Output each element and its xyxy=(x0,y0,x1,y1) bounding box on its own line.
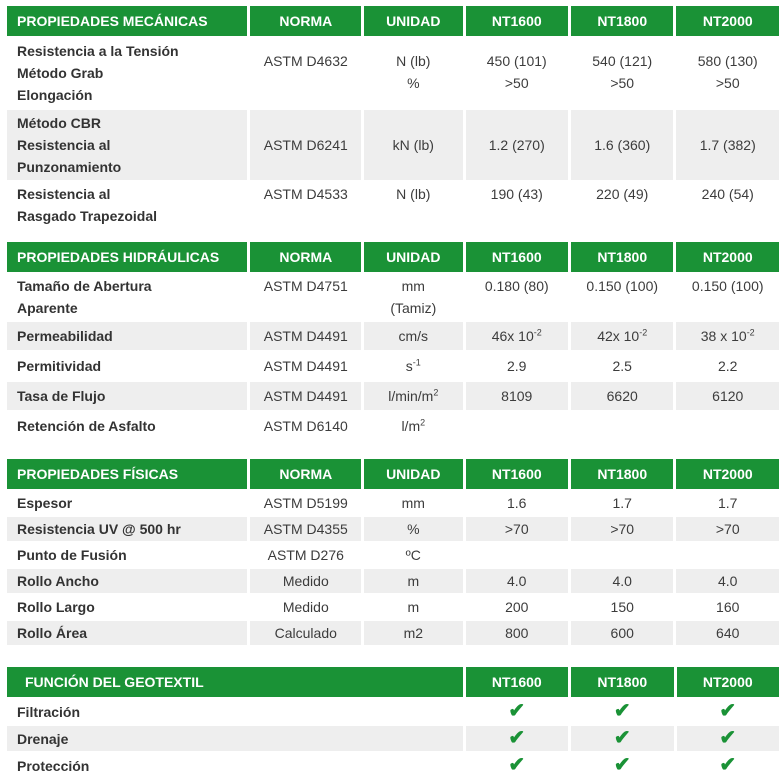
header-cell: UNIDAD xyxy=(364,6,462,36)
table-row xyxy=(7,382,779,410)
header-cell: NT1600 xyxy=(466,667,568,697)
property-name: Tasa de Flujo xyxy=(7,382,247,410)
value-cell: 2.9 xyxy=(507,358,527,374)
header-cell: NT2000 xyxy=(676,242,779,272)
check-cell xyxy=(571,699,673,724)
unidad-cell: cm/s xyxy=(364,322,462,350)
unidad-cell: mm xyxy=(401,495,425,511)
header-cell: NT2000 xyxy=(677,667,780,697)
unidad-cell: m xyxy=(407,599,420,615)
norma-cell: ASTM D4533 xyxy=(263,186,348,202)
value: 580 (130) xyxy=(697,53,758,69)
table-header xyxy=(7,459,779,489)
value-cell: 160 xyxy=(716,599,740,615)
header-cell: NT1800 xyxy=(571,6,673,36)
check-icon: ✔ xyxy=(613,727,631,749)
value-cell: >70 xyxy=(466,517,568,541)
property-name: Filtración xyxy=(17,703,81,720)
value-cell: 190 (43) xyxy=(490,186,543,202)
header-cell: NT1800 xyxy=(571,667,673,697)
unidad-value: (Tamiz) xyxy=(390,300,437,316)
property-line: Método CBR xyxy=(17,115,101,131)
header-cell: PROPIEDADES FÍSICAS xyxy=(7,459,247,489)
value-cell xyxy=(571,412,673,440)
value-cell: >70 xyxy=(571,517,673,541)
check-cell xyxy=(466,753,568,778)
function-table xyxy=(4,665,782,780)
value: >50 xyxy=(504,75,529,91)
header-cell: PROPIEDADES MECÁNICAS xyxy=(7,6,247,36)
check-icon: ✔ xyxy=(508,754,526,776)
exponent: -2 xyxy=(746,327,755,338)
property-name: Punto de Fusión xyxy=(17,547,127,563)
value-cell: 0.180 (80) xyxy=(484,278,549,294)
exponent: 2 xyxy=(433,387,439,398)
unidad-value: l/min/m xyxy=(388,388,434,404)
value-cell: 1.7 xyxy=(612,495,632,511)
unidad-cell: % xyxy=(364,517,462,541)
check-cell xyxy=(466,726,568,751)
value-cell: 2.2 xyxy=(718,358,738,374)
norma-cell: ASTM D6241 xyxy=(250,110,361,180)
table-row xyxy=(7,38,779,108)
header-cell: NORMA xyxy=(250,6,361,36)
norma-cell xyxy=(250,38,361,108)
check-icon: ✔ xyxy=(508,727,526,749)
norma-cell: ASTM D4491 xyxy=(250,322,361,350)
table-row xyxy=(7,753,779,778)
unidad-value: l/m xyxy=(401,418,421,434)
table-header xyxy=(7,667,779,697)
check-icon: ✔ xyxy=(508,700,526,722)
value: 540 (121) xyxy=(592,53,653,69)
physical-properties-table xyxy=(4,457,782,647)
header-cell: NT1600 xyxy=(466,242,568,272)
property-name xyxy=(7,274,247,320)
table-row xyxy=(7,491,779,515)
value-cell: 1.6 xyxy=(507,495,527,511)
value: 38 x 10 xyxy=(700,328,747,344)
hydraulic-properties-table xyxy=(4,240,782,442)
property-name: Resistencia UV @ 500 hr xyxy=(7,517,247,541)
table-row xyxy=(7,182,779,228)
value-cell: 6620 xyxy=(571,382,673,410)
property-name: Rollo Largo xyxy=(17,599,95,615)
property-line: Aparente xyxy=(17,300,78,316)
table-row xyxy=(7,569,779,593)
property-line: Elongación xyxy=(17,87,93,103)
property-line: Rasgado Trapezoidal xyxy=(17,208,158,224)
norma-cell: ASTM D4751 xyxy=(263,278,348,294)
value-cell: >70 xyxy=(676,517,779,541)
value: >50 xyxy=(610,75,635,91)
norma-value: ASTM D4632 xyxy=(263,53,348,69)
value-cell: 640 xyxy=(676,621,779,645)
value-cell: 4.0 xyxy=(571,569,673,593)
header-cell: NT2000 xyxy=(676,6,779,36)
norma-cell: Calculado xyxy=(250,621,361,645)
unidad-cell xyxy=(364,274,462,320)
exponent: -1 xyxy=(412,357,421,368)
property-name: Protección xyxy=(17,757,90,774)
check-cell xyxy=(466,699,568,724)
value-cell: 220 (49) xyxy=(596,186,649,202)
value-cell xyxy=(676,543,779,567)
check-icon: ✔ xyxy=(613,700,631,722)
property-name: Espesor xyxy=(17,495,73,511)
value-cell xyxy=(676,412,779,440)
table-row xyxy=(7,699,779,724)
value-cell: 800 xyxy=(466,621,568,645)
check-cell xyxy=(677,753,780,778)
unidad-cell xyxy=(364,38,462,108)
unidad-cell: m2 xyxy=(364,621,462,645)
property-line: Resistencia al xyxy=(17,186,111,202)
header-cell: NT1600 xyxy=(466,459,568,489)
exponent: 2 xyxy=(420,417,426,428)
value-cell xyxy=(571,38,673,108)
unidad-value: mm xyxy=(401,278,425,294)
table-header xyxy=(7,242,779,272)
exponent: -2 xyxy=(639,327,648,338)
value-cell: 1.6 (360) xyxy=(571,110,673,180)
header-cell: FUNCIÓN DEL GEOTEXTIL xyxy=(7,667,463,697)
check-icon: ✔ xyxy=(719,754,737,776)
value-cell: 240 (54) xyxy=(701,186,754,202)
unidad-value: s xyxy=(405,358,413,374)
header-cell: NT1800 xyxy=(571,459,673,489)
norma-cell: ASTM D5199 xyxy=(263,495,348,511)
value-cell: 4.0 xyxy=(466,569,568,593)
header-cell: UNIDAD xyxy=(364,459,462,489)
value-cell: 0.150 (100) xyxy=(691,278,764,294)
value-cell: 4.0 xyxy=(676,569,779,593)
value-cell: 8109 xyxy=(466,382,568,410)
check-icon: ✔ xyxy=(719,727,737,749)
table-header xyxy=(7,6,779,36)
table-row xyxy=(7,595,779,619)
value: 42x 10 xyxy=(597,328,640,344)
header-cell: NT1600 xyxy=(466,6,568,36)
unidad-cell xyxy=(364,412,462,440)
norma-cell: ASTM D4491 xyxy=(263,358,348,374)
unidad-value: N (lb) xyxy=(396,53,431,69)
value-cell xyxy=(571,543,673,567)
unidad-cell: kN (lb) xyxy=(364,110,462,180)
value-cell: 1.7 (382) xyxy=(676,110,779,180)
property-name xyxy=(7,182,247,228)
property-line: Resistencia al xyxy=(17,137,111,153)
property-name: Rollo Área xyxy=(7,621,247,645)
value-cell: 200 xyxy=(505,599,529,615)
table-row xyxy=(7,726,779,751)
unidad-cell xyxy=(364,352,462,380)
property-name xyxy=(7,38,247,108)
unidad-cell: m xyxy=(364,569,462,593)
property-line: Método Grab xyxy=(17,65,104,81)
value: 450 (101) xyxy=(486,53,547,69)
check-icon: ✔ xyxy=(613,754,631,776)
check-cell xyxy=(677,726,780,751)
header-cell: NORMA xyxy=(250,459,361,489)
value-cell: 1.2 (270) xyxy=(466,110,568,180)
check-cell xyxy=(571,753,673,778)
unidad-cell: N (lb) xyxy=(396,186,431,202)
property-name xyxy=(7,110,247,180)
property-name: Permitividad xyxy=(17,358,102,374)
norma-cell: ASTM D276 xyxy=(267,547,344,563)
value-cell xyxy=(466,38,568,108)
norma-cell: Medido xyxy=(282,599,329,615)
unidad-cell: ºC xyxy=(405,547,421,563)
table-row xyxy=(7,543,779,567)
header-cell: NORMA xyxy=(250,242,361,272)
value-cell xyxy=(466,543,568,567)
property-line: Resistencia a la Tensión xyxy=(17,43,179,59)
value-cell: 0.150 (100) xyxy=(586,278,659,294)
table-row xyxy=(7,352,779,380)
value-cell: 1.7 xyxy=(718,495,738,511)
value-cell xyxy=(676,38,779,108)
property-name: Permeabilidad xyxy=(7,322,247,350)
table-row xyxy=(7,322,779,350)
unidad-value: % xyxy=(407,75,420,91)
table-row xyxy=(7,621,779,645)
value-cell: 150 xyxy=(610,599,634,615)
norma-cell: ASTM D4355 xyxy=(250,517,361,541)
check-icon: ✔ xyxy=(719,700,737,722)
value-cell: 6120 xyxy=(676,382,779,410)
header-cell: NT1800 xyxy=(571,242,673,272)
value-cell: 600 xyxy=(571,621,673,645)
mechanical-properties-table xyxy=(4,4,782,230)
property-name: Drenaje xyxy=(7,726,463,751)
property-name: Rollo Ancho xyxy=(7,569,247,593)
value-cell: 2.5 xyxy=(612,358,632,374)
property-line: Tamaño de Abertura xyxy=(17,278,152,294)
norma-cell: ASTM D4491 xyxy=(250,382,361,410)
header-cell: UNIDAD xyxy=(364,242,462,272)
header-cell: NT2000 xyxy=(676,459,779,489)
norma-cell: ASTM D6140 xyxy=(263,418,348,434)
value: >50 xyxy=(715,75,740,91)
value: 46x 10 xyxy=(491,328,534,344)
unidad-cell xyxy=(364,382,462,410)
exponent: -2 xyxy=(533,327,542,338)
value-cell xyxy=(571,322,673,350)
table-row xyxy=(7,412,779,440)
header-cell: PROPIEDADES HIDRÁULICAS xyxy=(7,242,247,272)
value-cell xyxy=(466,322,568,350)
table-row xyxy=(7,517,779,541)
table-row xyxy=(7,274,779,320)
check-cell xyxy=(571,726,673,751)
check-cell xyxy=(677,699,780,724)
property-name: Retención de Asfalto xyxy=(17,418,156,434)
table-row xyxy=(7,110,779,180)
norma-cell: Medido xyxy=(250,569,361,593)
property-line: Punzonamiento xyxy=(17,159,122,175)
value-cell xyxy=(466,412,568,440)
value-cell xyxy=(676,322,779,350)
